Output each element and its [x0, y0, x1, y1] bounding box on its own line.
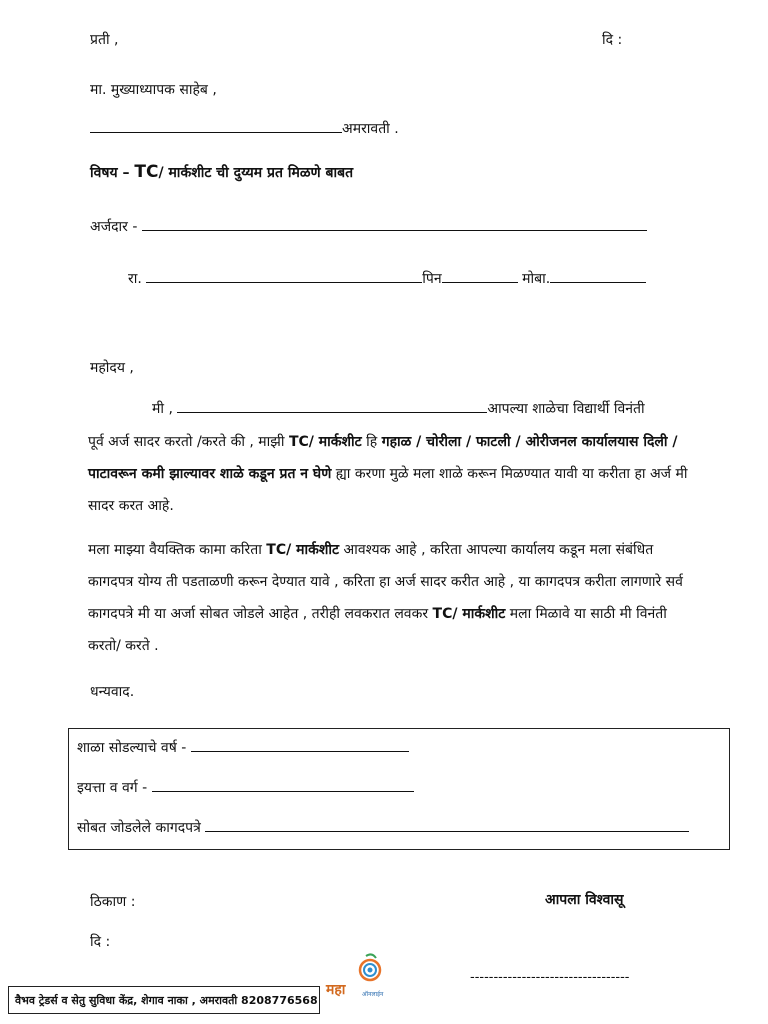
year-row — [77, 737, 409, 757]
class-row — [77, 777, 414, 797]
p1-text-c: ह्या करणा मुळे मला शाळे करून मिळण्यात यावी या करीता हा अर्ज मी सादर करत आहे. — [88, 466, 688, 514]
address-line — [128, 268, 646, 288]
intro-start: मी , — [152, 401, 173, 417]
class-blank[interactable] — [152, 777, 414, 792]
p2-text-a: मला माझ्या वैयक्तिक कामा करिता — [88, 542, 267, 558]
year-blank[interactable] — [191, 737, 409, 752]
mobile-label: मोबा. — [522, 271, 551, 287]
city-label: अमरावती . — [342, 121, 399, 137]
date-label: दि : — [602, 32, 623, 48]
p2-tc: TC/ मार्कशीट — [266, 542, 340, 558]
greeting: महोदय , — [90, 360, 134, 376]
subject-line — [90, 162, 353, 182]
address-label: रा. — [128, 271, 142, 287]
p2-tc-2: TC/ मार्कशीट — [432, 606, 506, 622]
p1-text-a: पूर्व अर्ज सादर करतो /करते की , माझी — [88, 434, 289, 450]
paragraph-1 — [88, 426, 700, 522]
student-name-blank[interactable] — [177, 398, 487, 413]
subject-prefix: विषय – — [90, 165, 135, 181]
applicant-name-blank[interactable] — [142, 216, 647, 231]
p1-tc: TC/ मार्कशीट — [288, 434, 362, 450]
address-place-label: ठिकाण : — [90, 894, 136, 910]
intro-end: आपल्या शाळेचा विद्यार्थी विनंती — [487, 401, 645, 417]
logo-subtext: ऑनलाईन — [362, 991, 384, 998]
applicant-line — [90, 216, 647, 236]
subject-rest: / मार्कशीट ची दुय्यम प्रत मिळणे बाबत — [158, 165, 354, 181]
details-box — [68, 728, 730, 850]
logo-text: महा — [326, 982, 346, 998]
address-blank[interactable] — [146, 268, 422, 283]
p2-text-c: मला मिळावे या साठी मी विनंती करतो/ करते . — [88, 606, 667, 654]
maha-online-logo — [326, 950, 386, 1002]
p2-text-b: आवश्यक आहे , करिता आपल्या कार्यालय कडून मला संबंधित कागदपत्र योग्य ती पडताळणी करून देण्यात यावे , करिता हा अर्ज सादर करीत आहे , या कागदपत्र करीता लागणारे सर्व कागदपत्रे मी या अर्जा सोबत जोडले आहेत , तरीही लवकरात लवकर — [88, 542, 683, 622]
closing-date-label: दि : — [90, 934, 111, 950]
shop-footer: वैभव ट्रेडर्स व सेतु सुविधा केंद्र, शेगाव नाका , अमरावती 8208776568 — [8, 986, 320, 1014]
pin-blank[interactable] — [442, 268, 518, 283]
year-label: शाळा सोडल्याचे वर्ष - — [77, 740, 187, 756]
school-name-blank[interactable] — [90, 118, 342, 133]
docs-row — [77, 817, 689, 837]
pin-label: पिन — [422, 271, 442, 287]
thanks: धन्यवाद. — [90, 684, 135, 700]
prati-label: प्रती , — [90, 32, 119, 48]
docs-label: सोबत जोडलेले कागदपत्रे — [77, 820, 201, 836]
docs-blank[interactable] — [205, 817, 689, 832]
applicant-label: अर्जदार - — [90, 219, 138, 235]
intro-line — [152, 398, 645, 418]
signature-line: ---------------------------------- — [470, 970, 630, 985]
yours-faithfully: आपला विश्वासू — [545, 892, 624, 908]
salutation: मा. मुख्याध्यापक साहेब , — [90, 82, 217, 98]
paragraph-2 — [88, 534, 700, 662]
p1-reasons: गहाळ / चोरीला / फाटली / ओरीजनल कार्यालयास दिली / पाटावरून कमी झाल्यावर शाळे कडून प्रत न घेणे — [88, 434, 678, 482]
p1-text-b: हि — [361, 434, 382, 450]
school-line — [90, 118, 399, 138]
class-label: इयत्ता व वर्ग - — [77, 780, 148, 796]
mobile-blank[interactable] — [550, 268, 646, 283]
subject-tc: TC — [134, 162, 159, 182]
